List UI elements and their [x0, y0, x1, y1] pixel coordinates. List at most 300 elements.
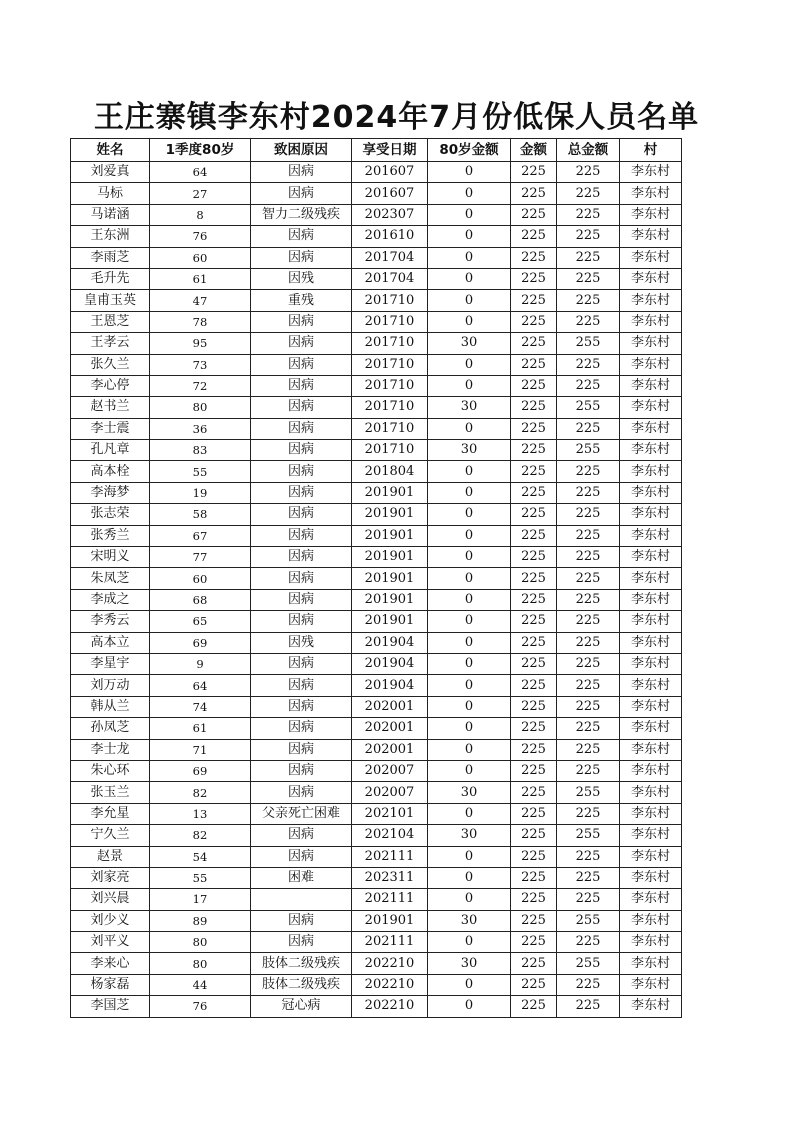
cell-name: 刘平义 — [71, 932, 150, 953]
table-row — [71, 482, 682, 503]
cell-name: 李国芝 — [71, 996, 150, 1017]
cell-amount: 225 — [511, 482, 557, 503]
cell-age: 60 — [150, 568, 251, 589]
cell-reason: 因残 — [251, 632, 352, 653]
table-row — [71, 162, 682, 183]
cell-village: 李东村 — [620, 461, 682, 482]
table-row — [71, 696, 682, 717]
table-row — [71, 311, 682, 332]
cell-name: 宁久兰 — [71, 825, 150, 846]
cell-reason: 因病 — [251, 846, 352, 867]
cell-age: 71 — [150, 739, 251, 760]
cell-village: 李东村 — [620, 932, 682, 953]
table-row — [71, 547, 682, 568]
cell-name: 李允星 — [71, 803, 150, 824]
cell-village: 李东村 — [620, 440, 682, 461]
cell-reason: 因残 — [251, 268, 352, 289]
cell-name: 宋明义 — [71, 547, 150, 568]
cell-amount: 225 — [511, 589, 557, 610]
cell-village: 李东村 — [620, 418, 682, 439]
cell-amount: 225 — [511, 760, 557, 781]
cell-total: 225 — [557, 589, 620, 610]
cell-total: 255 — [557, 440, 620, 461]
cell-name: 刘万动 — [71, 675, 150, 696]
table-row — [71, 867, 682, 888]
cell-reason — [251, 889, 352, 910]
cell-total: 225 — [557, 204, 620, 225]
cell-age: 36 — [150, 418, 251, 439]
cell-age: 74 — [150, 696, 251, 717]
cell-village: 李东村 — [620, 482, 682, 503]
table-row — [71, 718, 682, 739]
cell-amount80: 0 — [428, 226, 511, 247]
cell-name: 李来心 — [71, 953, 150, 974]
cell-village: 李东村 — [620, 974, 682, 995]
cell-age: 80 — [150, 397, 251, 418]
cell-total: 225 — [557, 525, 620, 546]
cell-age: 65 — [150, 611, 251, 632]
cell-village: 李东村 — [620, 311, 682, 332]
cell-reason: 因病 — [251, 653, 352, 674]
cell-total: 225 — [557, 846, 620, 867]
cell-reason: 因病 — [251, 547, 352, 568]
cell-reason: 因病 — [251, 932, 352, 953]
cell-village: 李东村 — [620, 782, 682, 803]
cell-amount: 225 — [511, 183, 557, 204]
cell-village: 李东村 — [620, 375, 682, 396]
cell-village: 李东村 — [620, 696, 682, 717]
table-row — [71, 782, 682, 803]
cell-reason: 因病 — [251, 162, 352, 183]
cell-date: 201904 — [352, 632, 428, 653]
cell-name: 韩从兰 — [71, 696, 150, 717]
table-row — [71, 653, 682, 674]
cell-name: 王恩芝 — [71, 311, 150, 332]
col-header-amount: 金额 — [511, 139, 557, 162]
table-row — [71, 739, 682, 760]
cell-amount: 225 — [511, 311, 557, 332]
cell-date: 202210 — [352, 974, 428, 995]
cell-name: 马诺涵 — [71, 204, 150, 225]
cell-date: 201607 — [352, 183, 428, 204]
cell-age: 76 — [150, 996, 251, 1017]
cell-name: 皇甫玉英 — [71, 290, 150, 311]
cell-age: 54 — [150, 846, 251, 867]
cell-name: 朱心环 — [71, 760, 150, 781]
cell-amount: 225 — [511, 782, 557, 803]
cell-amount: 225 — [511, 247, 557, 268]
table-row — [71, 803, 682, 824]
cell-total: 255 — [557, 953, 620, 974]
cell-date: 201710 — [352, 418, 428, 439]
cell-age: 17 — [150, 889, 251, 910]
col-header-reason: 致困原因 — [251, 139, 352, 162]
cell-name: 赵景 — [71, 846, 150, 867]
cell-total: 225 — [557, 268, 620, 289]
cell-name: 张久兰 — [71, 354, 150, 375]
cell-village: 李东村 — [620, 226, 682, 247]
table-row — [71, 953, 682, 974]
cell-village: 李东村 — [620, 162, 682, 183]
cell-village: 李东村 — [620, 718, 682, 739]
cell-total: 225 — [557, 311, 620, 332]
cell-amount: 225 — [511, 375, 557, 396]
cell-village: 李东村 — [620, 825, 682, 846]
cell-total: 255 — [557, 782, 620, 803]
table-row — [71, 611, 682, 632]
cell-total: 225 — [557, 354, 620, 375]
cell-amount80: 0 — [428, 996, 511, 1017]
table-row — [71, 846, 682, 867]
cell-name: 李海梦 — [71, 482, 150, 503]
table-row — [71, 440, 682, 461]
cell-amount80: 0 — [428, 162, 511, 183]
cell-amount: 225 — [511, 226, 557, 247]
cell-date: 201704 — [352, 247, 428, 268]
cell-date: 202007 — [352, 782, 428, 803]
cell-name: 孙凤芝 — [71, 718, 150, 739]
cell-reason: 因病 — [251, 504, 352, 525]
cell-age: 13 — [150, 803, 251, 824]
cell-age: 27 — [150, 183, 251, 204]
cell-amount80: 0 — [428, 760, 511, 781]
cell-village: 李东村 — [620, 889, 682, 910]
cell-name: 李雨芝 — [71, 247, 150, 268]
table-row — [71, 504, 682, 525]
cell-name: 马标 — [71, 183, 150, 204]
cell-amount80: 0 — [428, 268, 511, 289]
cell-total: 225 — [557, 632, 620, 653]
cell-amount80: 30 — [428, 825, 511, 846]
cell-reason: 因病 — [251, 910, 352, 931]
table-row — [71, 910, 682, 931]
cell-amount80: 0 — [428, 974, 511, 995]
cell-total: 225 — [557, 932, 620, 953]
cell-name: 张秀兰 — [71, 525, 150, 546]
cell-amount80: 0 — [428, 803, 511, 824]
cell-amount: 225 — [511, 632, 557, 653]
cell-name: 刘爱真 — [71, 162, 150, 183]
cell-age: 80 — [150, 932, 251, 953]
cell-village: 李东村 — [620, 247, 682, 268]
cell-date: 202007 — [352, 760, 428, 781]
table-row — [71, 461, 682, 482]
cell-amount80: 0 — [428, 589, 511, 610]
cell-amount: 225 — [511, 718, 557, 739]
cell-date: 201710 — [352, 397, 428, 418]
cell-name: 李心停 — [71, 375, 150, 396]
cell-total: 225 — [557, 803, 620, 824]
cell-date: 201901 — [352, 525, 428, 546]
cell-date: 201710 — [352, 354, 428, 375]
cell-name: 李成之 — [71, 589, 150, 610]
cell-amount80: 30 — [428, 782, 511, 803]
cell-age: 60 — [150, 247, 251, 268]
cell-amount80: 30 — [428, 333, 511, 354]
cell-amount: 225 — [511, 162, 557, 183]
cell-name: 杨家磊 — [71, 974, 150, 995]
cell-village: 李东村 — [620, 803, 682, 824]
cell-amount: 225 — [511, 290, 557, 311]
cell-total: 225 — [557, 162, 620, 183]
cell-amount80: 0 — [428, 461, 511, 482]
cell-total: 225 — [557, 718, 620, 739]
cell-age: 80 — [150, 953, 251, 974]
cell-age: 19 — [150, 482, 251, 503]
cell-reason: 重残 — [251, 290, 352, 311]
cell-date: 201904 — [352, 653, 428, 674]
cell-reason: 因病 — [251, 333, 352, 354]
cell-amount: 225 — [511, 653, 557, 674]
cell-amount: 225 — [511, 803, 557, 824]
cell-village: 李东村 — [620, 675, 682, 696]
cell-date: 201710 — [352, 375, 428, 396]
cell-total: 225 — [557, 504, 620, 525]
cell-total: 225 — [557, 611, 620, 632]
table-row — [71, 183, 682, 204]
cell-age: 72 — [150, 375, 251, 396]
recipient-table — [70, 138, 682, 1018]
cell-reason: 因病 — [251, 461, 352, 482]
table-row — [71, 825, 682, 846]
col-header-total: 总金额 — [557, 139, 620, 162]
cell-reason: 因病 — [251, 739, 352, 760]
cell-amount: 225 — [511, 268, 557, 289]
cell-village: 李东村 — [620, 504, 682, 525]
cell-amount: 225 — [511, 333, 557, 354]
cell-date: 201710 — [352, 333, 428, 354]
cell-amount80: 0 — [428, 311, 511, 332]
cell-reason: 因病 — [251, 226, 352, 247]
cell-age: 58 — [150, 504, 251, 525]
cell-village: 李东村 — [620, 547, 682, 568]
table-row — [71, 397, 682, 418]
cell-age: 9 — [150, 653, 251, 674]
cell-total: 225 — [557, 482, 620, 503]
cell-village: 李东村 — [620, 268, 682, 289]
cell-date: 201904 — [352, 675, 428, 696]
cell-reason: 因病 — [251, 568, 352, 589]
cell-reason: 肢体二级残疾 — [251, 974, 352, 995]
cell-age: 47 — [150, 290, 251, 311]
cell-date: 202104 — [352, 825, 428, 846]
cell-date: 201901 — [352, 504, 428, 525]
cell-total: 255 — [557, 333, 620, 354]
cell-amount80: 0 — [428, 675, 511, 696]
cell-total: 225 — [557, 760, 620, 781]
cell-village: 李东村 — [620, 760, 682, 781]
cell-amount: 225 — [511, 825, 557, 846]
cell-reason: 因病 — [251, 375, 352, 396]
cell-total: 225 — [557, 653, 620, 674]
cell-total: 225 — [557, 461, 620, 482]
cell-amount: 225 — [511, 867, 557, 888]
table-row — [71, 568, 682, 589]
cell-reason: 因病 — [251, 675, 352, 696]
cell-amount: 225 — [511, 354, 557, 375]
table-row — [71, 974, 682, 995]
cell-name: 李士龙 — [71, 739, 150, 760]
table-row — [71, 418, 682, 439]
cell-amount80: 0 — [428, 482, 511, 503]
cell-village: 李东村 — [620, 290, 682, 311]
cell-age: 64 — [150, 162, 251, 183]
cell-amount: 225 — [511, 675, 557, 696]
cell-amount: 225 — [511, 932, 557, 953]
page-title: 王庄寨镇李东村2024年7月份低保人员名单 — [93, 100, 700, 135]
cell-amount80: 0 — [428, 932, 511, 953]
col-header-name: 姓名 — [71, 139, 150, 162]
cell-reason: 因病 — [251, 611, 352, 632]
cell-amount80: 0 — [428, 889, 511, 910]
cell-amount80: 30 — [428, 440, 511, 461]
cell-name: 李星宇 — [71, 653, 150, 674]
cell-total: 225 — [557, 867, 620, 888]
cell-amount80: 0 — [428, 183, 511, 204]
cell-date: 202001 — [352, 739, 428, 760]
cell-reason: 因病 — [251, 718, 352, 739]
cell-age: 77 — [150, 547, 251, 568]
cell-name: 李秀云 — [71, 611, 150, 632]
cell-name: 王孝云 — [71, 333, 150, 354]
cell-village: 李东村 — [620, 653, 682, 674]
cell-amount80: 0 — [428, 739, 511, 760]
cell-amount: 225 — [511, 696, 557, 717]
col-header-date: 享受日期 — [352, 139, 428, 162]
cell-date: 202311 — [352, 867, 428, 888]
cell-reason: 因病 — [251, 482, 352, 503]
table-body — [71, 162, 682, 1018]
cell-amount80: 30 — [428, 397, 511, 418]
cell-date: 201901 — [352, 589, 428, 610]
cell-name: 张玉兰 — [71, 782, 150, 803]
cell-amount80: 0 — [428, 718, 511, 739]
cell-village: 李东村 — [620, 525, 682, 546]
cell-amount80: 0 — [428, 632, 511, 653]
cell-age: 61 — [150, 718, 251, 739]
cell-name: 朱凤芝 — [71, 568, 150, 589]
table-row — [71, 375, 682, 396]
cell-name: 刘兴晨 — [71, 889, 150, 910]
col-header-80-amount: 80岁金额 — [428, 139, 511, 162]
cell-village: 李东村 — [620, 204, 682, 225]
table-row — [71, 290, 682, 311]
cell-village: 李东村 — [620, 632, 682, 653]
cell-amount80: 0 — [428, 568, 511, 589]
cell-age: 82 — [150, 782, 251, 803]
cell-amount80: 0 — [428, 375, 511, 396]
table-row — [71, 226, 682, 247]
cell-name: 刘少义 — [71, 910, 150, 931]
cell-village: 李东村 — [620, 589, 682, 610]
cell-village: 李东村 — [620, 739, 682, 760]
cell-village: 李东村 — [620, 397, 682, 418]
cell-reason: 父亲死亡困难 — [251, 803, 352, 824]
cell-village: 李东村 — [620, 354, 682, 375]
cell-amount: 225 — [511, 525, 557, 546]
cell-age: 83 — [150, 440, 251, 461]
cell-village: 李东村 — [620, 996, 682, 1017]
cell-total: 225 — [557, 996, 620, 1017]
cell-amount: 225 — [511, 397, 557, 418]
cell-village: 李东村 — [620, 910, 682, 931]
table-row — [71, 333, 682, 354]
cell-date: 201804 — [352, 461, 428, 482]
cell-name: 李士震 — [71, 418, 150, 439]
cell-reason: 因病 — [251, 589, 352, 610]
cell-total: 225 — [557, 696, 620, 717]
cell-age: 55 — [150, 867, 251, 888]
table-row — [71, 268, 682, 289]
cell-name: 王东洲 — [71, 226, 150, 247]
cell-total: 225 — [557, 547, 620, 568]
cell-amount80: 0 — [428, 525, 511, 546]
cell-village: 李东村 — [620, 333, 682, 354]
col-header-village: 村 — [620, 139, 682, 162]
cell-total: 225 — [557, 889, 620, 910]
cell-total: 255 — [557, 825, 620, 846]
cell-age: 69 — [150, 760, 251, 781]
cell-date: 201901 — [352, 482, 428, 503]
cell-age: 95 — [150, 333, 251, 354]
cell-amount: 225 — [511, 568, 557, 589]
cell-reason: 因病 — [251, 183, 352, 204]
cell-total: 225 — [557, 247, 620, 268]
cell-amount: 225 — [511, 418, 557, 439]
cell-amount: 225 — [511, 504, 557, 525]
table-row — [71, 354, 682, 375]
cell-reason: 困难 — [251, 867, 352, 888]
cell-name: 高本立 — [71, 632, 150, 653]
cell-age: 82 — [150, 825, 251, 846]
cell-amount80: 0 — [428, 653, 511, 674]
col-header-age: 1季度80岁 — [150, 139, 251, 162]
cell-reason: 冠心病 — [251, 996, 352, 1017]
cell-village: 李东村 — [620, 953, 682, 974]
cell-reason: 因病 — [251, 354, 352, 375]
cell-total: 225 — [557, 739, 620, 760]
header-row — [71, 139, 682, 162]
cell-reason: 因病 — [251, 440, 352, 461]
cell-village: 李东村 — [620, 867, 682, 888]
cell-village: 李东村 — [620, 568, 682, 589]
cell-total: 225 — [557, 226, 620, 247]
cell-age: 44 — [150, 974, 251, 995]
cell-amount: 225 — [511, 611, 557, 632]
cell-name: 张志荣 — [71, 504, 150, 525]
cell-age: 55 — [150, 461, 251, 482]
cell-age: 69 — [150, 632, 251, 653]
cell-village: 李东村 — [620, 183, 682, 204]
cell-name: 毛升先 — [71, 268, 150, 289]
cell-date: 201610 — [352, 226, 428, 247]
cell-village: 李东村 — [620, 611, 682, 632]
cell-age: 61 — [150, 268, 251, 289]
cell-amount: 225 — [511, 910, 557, 931]
cell-amount: 225 — [511, 889, 557, 910]
cell-date: 201704 — [352, 268, 428, 289]
cell-age: 89 — [150, 910, 251, 931]
cell-reason: 因病 — [251, 825, 352, 846]
cell-date: 202001 — [352, 718, 428, 739]
cell-amount80: 0 — [428, 696, 511, 717]
table-row — [71, 889, 682, 910]
table-row — [71, 204, 682, 225]
cell-total: 225 — [557, 675, 620, 696]
cell-date: 202210 — [352, 996, 428, 1017]
cell-date: 202307 — [352, 204, 428, 225]
cell-date: 202111 — [352, 932, 428, 953]
